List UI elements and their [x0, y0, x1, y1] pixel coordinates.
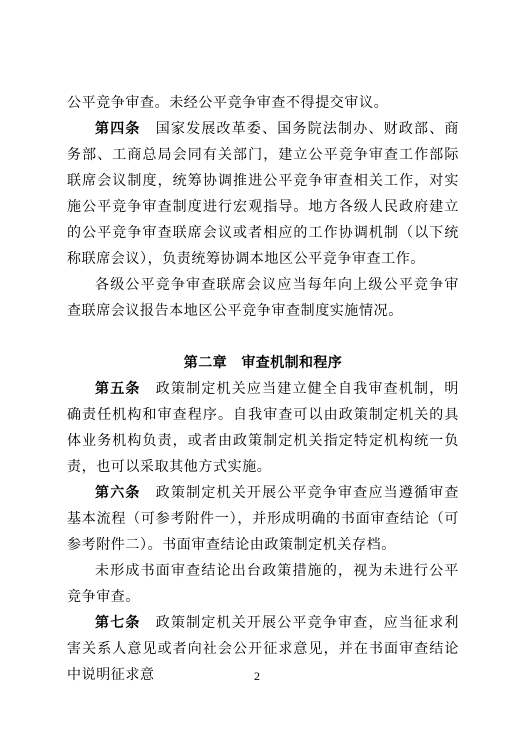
article-5-text: 政策制定机关应当建立健全自我审查机制，明确责任机构和审查程序。自我审查可以由政策制定机关的具体业务机构负责，或者由政策制定机关指定特定机构统一负责，也可以采取其他方式实施。 [67, 381, 459, 475]
article-5-label: 第五条 [95, 381, 141, 397]
page-number: 2 [254, 669, 260, 683]
article-6-text: 政策制定机关开展公平竞争审查应当遵循审查基本流程（可参考附件一），并形成明确的书面审查结论（可参考附件二）。书面审查结论由政策制定机关存档。 [67, 485, 459, 553]
article-7-label: 第七条 [95, 615, 141, 631]
article-4-label: 第四条 [95, 121, 141, 137]
article-4-text: 国家发展改革委、国务院法制办、财政部、商务部、工商总局会同有关部门，建立公平竞争审查工作部际联席会议制度，统筹协调推进公平竞争审查相关工作，对实施公平竞争审查制度进行宏观指导。地方各级人民政府建立的公平竞争审查联席会议或者相应的工作协调机制（以下统称联席会议），负责统筹协调本地区公平竞争审查工作。 [67, 121, 459, 267]
document-body [67, 90, 459, 688]
paragraph-continuation: 公平竞争审查。未经公平竞争审查不得提交审议。 [67, 95, 389, 111]
article-5-paragraph [67, 376, 459, 480]
article-6-paragraph [67, 480, 459, 558]
article-4-paragraph-2: 各级公平竞争审查联席会议应当每年向上级公平竞争审查联席会议报告本地区公平竞争审查制度实施情况。 [67, 277, 459, 319]
article-7-text: 政策制定机关开展公平竞争审查，应当征求利害关系人意见或者向社会公开征求意见，并在书面审查结论中说明征求意 [67, 615, 459, 683]
chapter-title: 第二章 审查机制和程序 [183, 355, 343, 371]
article-6-paragraph-2: 未形成书面审查结论出台政策措施的，视为未进行公平竞争审查。 [67, 563, 459, 605]
article-6-label: 第六条 [95, 485, 141, 501]
article-4-paragraph [67, 116, 459, 272]
